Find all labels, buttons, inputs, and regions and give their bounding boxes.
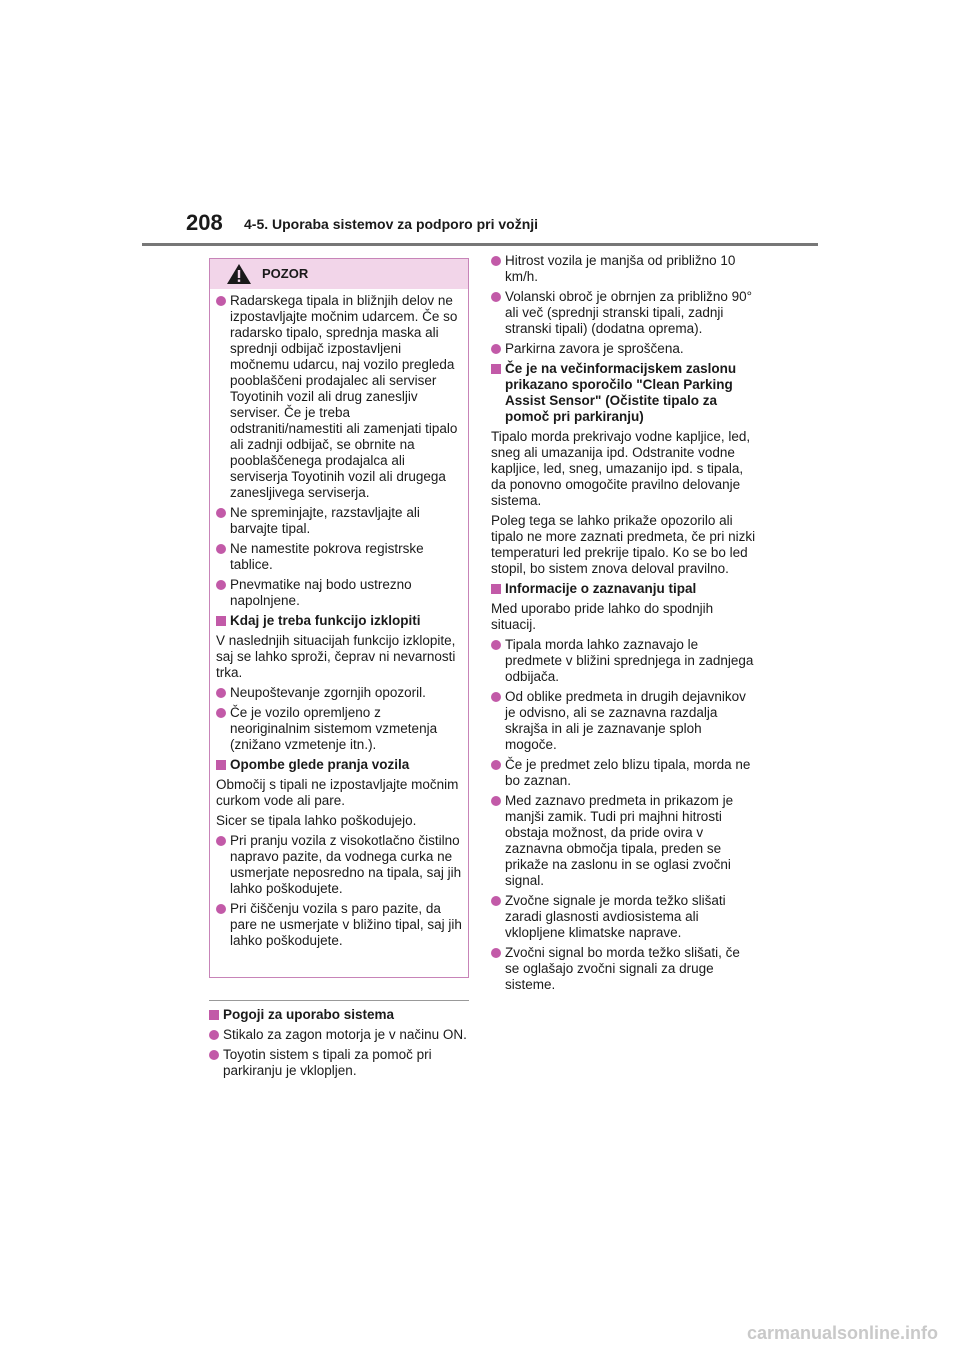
bullet-item: Zvočni signal bo morda težko slišati, če se oglašajo zvočni signali za druge sisteme. — [491, 945, 756, 993]
bullet-item: Zvočne signale je morda težko slišati zaradi glasnosti avdiosistema ali vklopljene klimatske naprave. — [491, 893, 756, 941]
right-column — [491, 253, 756, 997]
left-column — [209, 1000, 469, 1083]
paragraph: Območij s tipali ne izpostavljajte močnim curkom vode ali pare. — [216, 777, 459, 808]
bullet-item: Ne namestite pokrova registrske tablice. — [216, 541, 462, 573]
bullet-item: Med zaznavo predmeta in prikazom je manjši zamik. Tudi pri majhni hitrosti obstaja možnost, da pride ovira v zaznavna območja tipala, preden se prikaže na zaslonu in se oglasi zvočni signal. — [491, 793, 756, 889]
subheading: Opombe glede pranja vozila — [216, 757, 462, 773]
section-divider — [209, 1000, 469, 1001]
page-number: 208 — [186, 210, 223, 235]
bullet-item: Pri čiščenju vozila s paro pazite, da pare ne usmerjate v bližino tipal, saj jih lahko poškodujete. — [216, 901, 462, 949]
bullet-item: Volanski obroč je obrnjen za približno 90° ali več (sprednji stranski tipali, zadnji stranski tipali) (dodatna oprema). — [491, 289, 756, 337]
warning-triangle-icon — [226, 263, 252, 290]
bullet-item: Če je predmet zelo blizu tipala, morda ne bo zaznan. — [491, 757, 756, 789]
bullet-item: Pri pranju vozila z visokotlačno čistilno napravo pazite, da vodnega curka ne usmerjate neposredno na tipala, saj jih lahko poškodujete. — [216, 833, 462, 897]
bullet-item: Radarskega tipala in bližnjih delov ne izpostavljajte močnim udarcem. Če so radarsko tipalo, sprednja maska ali sprednji odbijač izpostavljeni močnemu udarcu, naj vozilo pregleda pooblaščeni prodajalec ali serviser Toyotinih vozil ali drug zanesljiv serviser. Če je treba odstraniti/namestiti ali zamenjati tipalo ali zadnji odbijač, se obrnite na pooblaščenega prodajalca ali serviserja Toyotinih vozil ali drugega zanesljivega serviserja. — [216, 293, 462, 501]
watermark: carmanualsonline.info — [746, 1323, 938, 1343]
section-title: 4-5. Uporaba sistemov za podporo pri vožnji — [244, 216, 539, 232]
bullet-item: Parkirna zavora je sproščena. — [491, 341, 756, 357]
warning-title: POZOR — [262, 266, 309, 281]
warning-box — [209, 258, 469, 978]
bullet-item: Neupoštevanje zgornjih opozoril. — [216, 685, 462, 701]
subheading: Pogoji za uporabo sistema — [209, 1007, 469, 1023]
bullet-item: Pnevmatike naj bodo ustrezno napolnjene. — [216, 577, 462, 609]
paragraph: Tipalo morda prekrivajo vodne kapljice, led, sneg ali umazanija ipd. Odstranite vodne kapljice, led, sneg, umazanijo ipd. s tipala, da ponovno omogočite pravilno delovanje sistema. — [491, 429, 751, 508]
subheading: Kdaj je treba funkcijo izklopiti — [216, 613, 462, 629]
bullet-item: Toyotin sistem s tipali za pomoč pri parkiranju je vklopljen. — [209, 1047, 469, 1079]
warning-body — [210, 289, 468, 949]
paragraph: Poleg tega se lahko prikaže opozorilo ali tipalo ne more zaznati predmeta, če pri nizki temperaturi led prekrije tipalo. Ko se bo led stopil, bo sistem znova deloval pravilno. — [491, 513, 756, 576]
bullet-item: Stikalo za zagon motorja je v načinu ON. — [209, 1027, 469, 1043]
bullet-item: Od oblike predmeta in drugih dejavnikov je odvisno, ali se zaznavna razdalja skrajša in ali je zaznavanje sploh mogoče. — [491, 689, 756, 753]
warning-header — [210, 259, 468, 289]
paragraph: V naslednjih situacijah funkcijo izklopite, saj se lahko sproži, čeprav ni nevarnosti trka. — [216, 633, 456, 680]
left-column-body — [209, 1007, 469, 1079]
bullet-item: Če je vozilo opremljeno z neoriginalnim sistemom vzmetenja (znižano vzmetenje itn.). — [216, 705, 462, 753]
bullet-item: Hitrost vozila je manjša od približno 10 km/h. — [491, 253, 756, 285]
paragraph: Med uporabo pride lahko do spodnjih situacij. — [491, 601, 714, 632]
subheading: Če je na večinformacijskem zaslonu prikazano sporočilo "Clean Parking Assist Sensor" (Očistite tipalo za pomoč pri parkiranju) — [491, 361, 756, 425]
bullet-item: Tipala morda lahko zaznavajo le predmete v bližini sprednjega in zadnjega odbijača. — [491, 637, 756, 685]
paragraph: Sicer se tipala lahko poškodujejo. — [216, 813, 417, 828]
bullet-item: Ne spreminjajte, razstavljajte ali barvajte tipal. — [216, 505, 462, 537]
subheading: Informacije o zaznavanju tipal — [491, 581, 756, 597]
header-divider — [142, 243, 818, 246]
